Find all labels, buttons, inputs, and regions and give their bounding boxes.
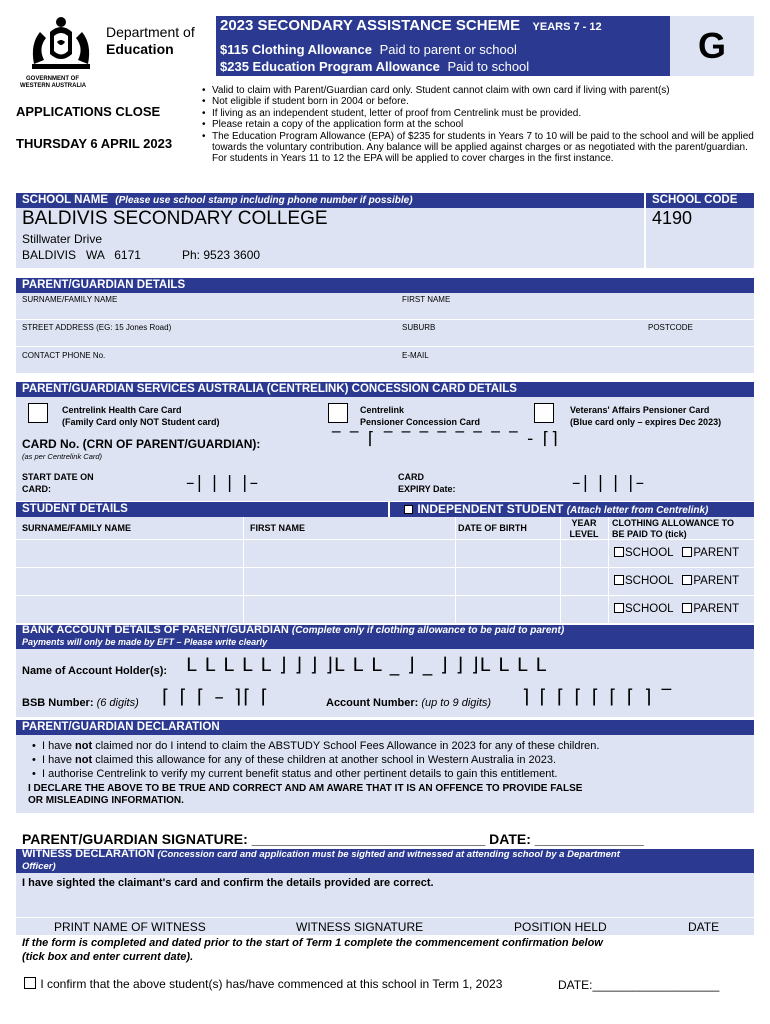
clothing-allowance-amount: $115 Clothing Allowance xyxy=(220,42,372,57)
card-number-label: CARD No. (CRN OF PARENT/GUARDIAN): xyxy=(22,437,261,451)
independent-student-header: INDEPENDENT STUDENT (Attach letter from Centrelink) xyxy=(390,502,754,517)
concession-panel xyxy=(16,397,754,501)
start-date-input[interactable]: –| | | |– xyxy=(186,473,261,493)
health-care-card-note: (Family Card only NOT Student card) xyxy=(62,417,220,427)
scheme-banner xyxy=(216,16,670,76)
account-number-note: (up to 9 digits) xyxy=(421,697,492,709)
school-code-panel xyxy=(646,208,754,268)
witness-print-name-label[interactable]: PRINT NAME OF WITNESS xyxy=(54,920,206,934)
declaration-header: PARENT/GUARDIAN DECLARATION xyxy=(16,720,754,735)
health-care-card-checkbox[interactable] xyxy=(28,403,48,423)
eligibility-notes xyxy=(200,85,756,165)
dept-name-line2: Education xyxy=(106,41,174,57)
street-address-field-label[interactable]: STREET ADDRESS (EG: 15 Jones Road) xyxy=(22,323,172,332)
col-year-2: LEVEL xyxy=(569,529,599,539)
dept-name-line1: Department of xyxy=(106,24,195,40)
school-details-panel xyxy=(16,208,644,268)
witness-signature-label[interactable]: WITNESS SIGNATURE xyxy=(296,920,424,934)
veterans-card-note: (Blue card only – expires Dec 2023) xyxy=(570,417,722,427)
school-street: Stillwater Drive xyxy=(22,232,103,246)
independent-student-checkbox[interactable] xyxy=(404,505,413,514)
surname-field-label[interactable]: SURNAME/FAMILY NAME xyxy=(22,295,118,304)
bsb-note: (6 digits) xyxy=(96,697,139,709)
expiry-date-input[interactable]: –| | | |– xyxy=(572,473,647,493)
school-suburb: BALDIVIS WA 6171 xyxy=(22,248,141,262)
applications-close: APPLICATIONS CLOSE xyxy=(16,104,161,119)
bsb-label: BSB Number: xyxy=(22,697,94,709)
declaration-caps-1: I DECLARE THE ABOVE TO BE TRUE AND CORRECT AND AM AWARE THAT IT IS AN OFFENCE TO PROVIDE FALSE xyxy=(28,783,583,794)
parent-checkbox[interactable] xyxy=(682,603,692,613)
card-number-input[interactable]: ‾ ‾ ⌈ ‾ ‾ ‾ ‾ ‾ ‾ ‾ ‾ - ⌈⌉ xyxy=(332,429,560,449)
student-row-2-options: SCHOOL PARENT xyxy=(614,575,739,587)
expiry-date-label-2: EXPIRY Date: xyxy=(398,484,456,494)
school-code-header: SCHOOL CODE xyxy=(646,193,754,208)
form-letter: G xyxy=(697,25,726,66)
commencement-date[interactable]: DATE:___________________ xyxy=(558,978,720,992)
commencement-checkbox[interactable] xyxy=(24,977,36,989)
phone-field-label[interactable]: CONTACT PHONE No. xyxy=(22,351,106,360)
witness-panel xyxy=(16,873,754,935)
col-year-1: YEAR xyxy=(571,518,597,528)
note-item: • Please retain a copy of the application form at the school xyxy=(212,119,756,130)
crest-block xyxy=(14,14,214,92)
col-clothing-2: BE PAID TO (tick) xyxy=(612,529,687,539)
declaration-panel xyxy=(16,735,754,813)
school-phone: Ph: 9523 3600 xyxy=(182,248,261,262)
declaration-caps-2: OR MISLEADING INFORMATION. xyxy=(28,795,184,806)
declaration-item: • I have not claimed nor do I intend to claim the ABSTUDY School Fees Allowance in 2023 for any of these children. xyxy=(42,739,599,753)
declaration-item: • I authorise Centrelink to verify my current benefit status and other pertinent details to gain this entitlement. xyxy=(42,767,599,781)
col-clothing-1: CLOTHING ALLOWANCE TO xyxy=(612,518,734,528)
wa-coat-of-arms-icon xyxy=(20,14,102,74)
note-item: • If living as an independent student, letter of proof from Centrelink must be provided. xyxy=(212,108,756,119)
student-details-header: STUDENT DETAILS xyxy=(16,502,388,517)
account-number-input[interactable]: ⌉ ⌈ ⌈ ⌈ ⌈ ⌈ ⌈ ⌉ ‾ xyxy=(522,686,674,708)
school-name: BALDIVIS SECONDARY COLLEGE xyxy=(22,208,328,229)
school-checkbox[interactable] xyxy=(614,603,624,613)
veterans-card-label: Veterans' Affairs Pensioner Card xyxy=(570,405,710,415)
student-table xyxy=(16,517,754,623)
witness-sighted-statement: I have sighted the claimant's card and confirm the details provided are correct. xyxy=(22,877,434,889)
parent-details-header: PARENT/GUARDIAN DETAILS xyxy=(16,278,754,293)
pensioner-card-label-2: Pensioner Concession Card xyxy=(360,417,481,427)
witness-position-label[interactable]: POSITION HELD xyxy=(514,920,607,934)
declaration-item: • I have not claimed this allowance for any of these children at another school in Western Australia in 2023. xyxy=(42,753,599,767)
expiry-date-label-1: CARD xyxy=(398,472,424,482)
bank-header: BANK ACCOUNT DETAILS OF PARENT/GUARDIAN (Complete only if clothing allowance to be paid to parent) Payments will only be made by EFT – Please write clearly xyxy=(16,625,754,649)
commencement-note-1: If the form is completed and dated prior to the start of Term 1 complete the commencement confirmation below xyxy=(22,937,603,949)
form-letter-box xyxy=(670,16,754,76)
col-first-name: FIRST NAME xyxy=(250,523,305,533)
first-name-field-label[interactable]: FIRST NAME xyxy=(402,295,451,304)
student-row-1-options: SCHOOL PARENT xyxy=(614,547,739,559)
note-item: • The Education Program Allowance (EPA) of $235 for students in Years 7 to 10 will be paid to the school and will be applied towards the voluntary contribution. Any balance will be applied against charges or as negotiated with the parent/guardian. For students in Years 11 to 12 the EPA will be applied to cover charges in the first instance. xyxy=(212,131,756,165)
pensioner-card-label-1: Centrelink xyxy=(360,405,405,415)
epa-note: Paid to school xyxy=(447,59,530,74)
parent-details-panel xyxy=(16,293,754,373)
scheme-title: 2023 SECONDARY ASSISTANCE SCHEME xyxy=(220,17,521,34)
bsb-input[interactable]: ⌈ ⌈ ⌈ – ⌉⌈ ⌈ xyxy=(162,686,271,708)
parent-signature-line[interactable]: PARENT/GUARDIAN SIGNATURE: ______________________________ DATE: ______________ xyxy=(22,831,644,847)
col-dob: DATE OF BIRTH xyxy=(458,523,527,533)
commencement-note-2: (tick box and enter current date). xyxy=(22,951,194,963)
note-item: • Valid to claim with Parent/Guardian card only. Student cannot claim with own card if living with parent(s) xyxy=(212,85,756,96)
school-checkbox[interactable] xyxy=(614,575,624,585)
parent-checkbox[interactable] xyxy=(682,575,692,585)
start-date-label-1: START DATE ON xyxy=(22,472,94,482)
postcode-field-label[interactable]: POSTCODE xyxy=(648,323,693,332)
email-field-label[interactable]: E-MAIL xyxy=(402,351,429,360)
account-holder-label: Name of Account Holder(s): xyxy=(22,665,168,677)
witness-date-label[interactable]: DATE xyxy=(688,920,720,934)
school-checkbox[interactable] xyxy=(614,547,624,557)
veterans-card-checkbox[interactable] xyxy=(534,403,554,423)
note-item: • Not eligible if student born in 2004 or before. xyxy=(212,96,756,107)
suburb-field-label[interactable]: SUBURB xyxy=(402,323,436,332)
gov-line2: WESTERN AUSTRALIA xyxy=(20,83,87,89)
clothing-allowance-note: Paid to parent or school xyxy=(379,42,517,57)
concession-header: PARENT/GUARDIAN SERVICES AUSTRALIA (CENTRELINK) CONCESSION CARD DETAILS xyxy=(16,382,754,397)
account-number-label: Account Number: xyxy=(326,697,419,709)
witness-header: WITNESS DECLARATION (Concession card and application must be sighted and witnessed at attending school by a Department Officer) xyxy=(16,849,754,873)
school-name-header: SCHOOL NAME (Please use school stamp including phone number if possible) xyxy=(16,193,644,208)
parent-checkbox[interactable] xyxy=(682,547,692,557)
eft-note: Payments will only be made by EFT – Please write clearly xyxy=(22,636,268,647)
scheme-years: YEARS 7 - 12 xyxy=(532,21,602,33)
commencement-confirm: I confirm that the above student(s) has/have commenced at this school in Term 1, 2023 xyxy=(24,977,502,991)
school-code: 4190 xyxy=(652,208,693,228)
close-date: THURSDAY 6 APRIL 2023 xyxy=(16,136,173,151)
epa-amount: $235 Education Program Allowance xyxy=(220,59,440,74)
student-row-3-options: SCHOOL PARENT xyxy=(614,603,739,615)
col-surname: SURNAME/FAMILY NAME xyxy=(22,523,132,533)
bank-panel xyxy=(16,649,754,717)
health-care-card-label: Centrelink Health Care Card xyxy=(62,405,182,415)
pensioner-card-checkbox[interactable] xyxy=(328,403,348,423)
account-holder-input[interactable]: L L L L L ⌋ ⌋ ⌋ ⌋L L L _ ⌋ _ ⌋ ⌋ ⌋L L L L xyxy=(186,654,548,676)
gov-line1: GOVERNMENT OF xyxy=(26,76,80,82)
card-number-note: (as per Centrelink Card) xyxy=(22,452,103,461)
start-date-label-2: CARD: xyxy=(22,484,51,494)
